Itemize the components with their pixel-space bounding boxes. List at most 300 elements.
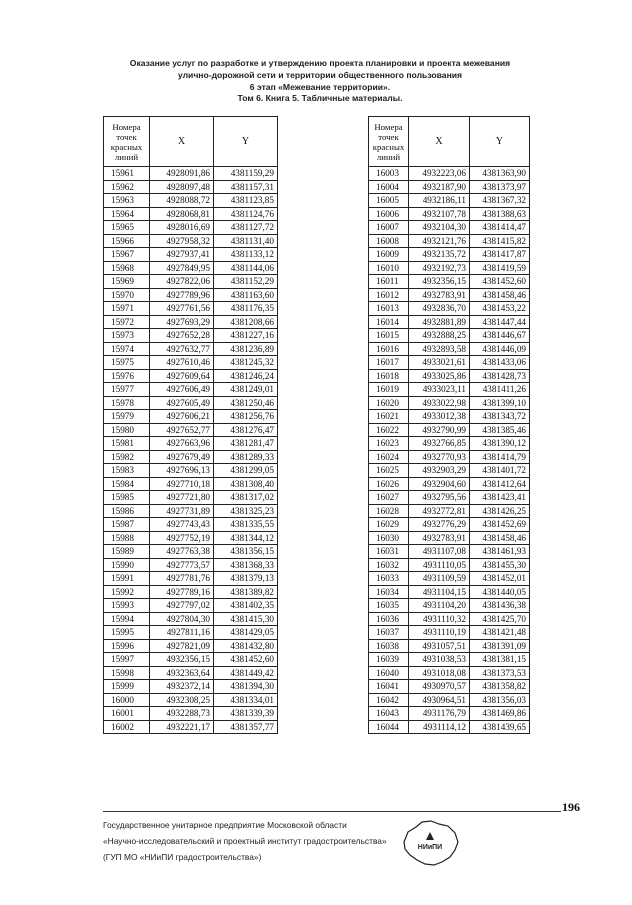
point-number-cell: 16029 bbox=[369, 518, 409, 532]
point-number-cell: 16022 bbox=[369, 423, 409, 437]
point-number-cell: 15967 bbox=[104, 248, 150, 262]
y-coordinate-cell: 4381256,76 bbox=[214, 410, 278, 424]
x-coordinate-cell: 4927797,02 bbox=[150, 599, 214, 613]
footer-line-2: «Научно-исследовательский и проектный институт градостроительства» bbox=[103, 836, 387, 846]
x-coordinate-cell: 4927763,38 bbox=[150, 545, 214, 559]
logo-text: НИиПИ bbox=[417, 844, 443, 851]
y-coordinate-cell: 4381415,30 bbox=[214, 612, 278, 626]
x-coordinate-cell: 4933023,11 bbox=[409, 383, 470, 397]
point-number-cell: 15976 bbox=[104, 369, 150, 383]
point-number-cell: 15985 bbox=[104, 491, 150, 505]
table-row bbox=[369, 234, 530, 248]
y-coordinate-cell: 4381446,67 bbox=[470, 329, 530, 343]
column-header-x: X bbox=[150, 117, 214, 167]
point-number-cell: 15973 bbox=[104, 329, 150, 343]
page-number: 196 bbox=[562, 800, 580, 814]
x-coordinate-cell: 4930970,57 bbox=[409, 680, 470, 694]
y-coordinate-cell: 4381368,33 bbox=[214, 558, 278, 572]
x-coordinate-cell: 4927710,18 bbox=[150, 477, 214, 491]
footer-line-1: Государственное унитарное предприятие Московской области bbox=[103, 820, 347, 830]
point-number-cell: 16000 bbox=[104, 693, 150, 707]
table-row bbox=[369, 329, 530, 343]
table-row bbox=[369, 680, 530, 694]
table-row bbox=[369, 491, 530, 505]
point-number-cell: 15978 bbox=[104, 396, 150, 410]
point-number-cell: 15983 bbox=[104, 464, 150, 478]
x-coordinate-cell: 4932783,91 bbox=[409, 288, 470, 302]
header-number-line: линий bbox=[376, 151, 401, 162]
point-number-cell: 15998 bbox=[104, 666, 150, 680]
x-coordinate-cell: 4927773,57 bbox=[150, 558, 214, 572]
y-coordinate-cell: 4381157,31 bbox=[214, 180, 278, 194]
y-coordinate-cell: 4381367,32 bbox=[470, 194, 530, 208]
point-number-cell: 16030 bbox=[369, 531, 409, 545]
x-coordinate-cell: 4927822,06 bbox=[150, 275, 214, 289]
point-number-cell: 15966 bbox=[104, 234, 150, 248]
x-coordinate-cell: 4927721,80 bbox=[150, 491, 214, 505]
x-coordinate-cell: 4932121,76 bbox=[409, 234, 470, 248]
point-number-cell: 16019 bbox=[369, 383, 409, 397]
y-coordinate-cell: 4381390,12 bbox=[470, 437, 530, 451]
y-coordinate-cell: 4381421,48 bbox=[470, 626, 530, 640]
header-number-line: точек bbox=[378, 131, 399, 142]
point-number-cell: 15962 bbox=[104, 180, 150, 194]
x-coordinate-cell: 4932356,15 bbox=[150, 653, 214, 667]
point-number-cell: 15980 bbox=[104, 423, 150, 437]
y-coordinate-cell: 4381325,23 bbox=[214, 504, 278, 518]
x-coordinate-cell: 4927804,30 bbox=[150, 612, 214, 626]
table-row bbox=[104, 180, 278, 194]
y-coordinate-cell: 4381133,12 bbox=[214, 248, 278, 262]
point-number-cell: 16036 bbox=[369, 612, 409, 626]
x-coordinate-cell: 4927781,76 bbox=[150, 572, 214, 586]
y-coordinate-cell: 4381227,16 bbox=[214, 329, 278, 343]
y-coordinate-cell: 4381152,29 bbox=[214, 275, 278, 289]
x-coordinate-cell: 4933012,38 bbox=[409, 410, 470, 424]
y-coordinate-cell: 4381373,53 bbox=[470, 666, 530, 680]
table-row bbox=[369, 423, 530, 437]
y-coordinate-cell: 4381276,47 bbox=[214, 423, 278, 437]
x-coordinate-cell: 4932770,93 bbox=[409, 450, 470, 464]
table-row bbox=[104, 423, 278, 437]
table-row bbox=[104, 342, 278, 356]
point-number-cell: 15989 bbox=[104, 545, 150, 559]
point-number-cell: 16020 bbox=[369, 396, 409, 410]
point-number-cell: 16035 bbox=[369, 599, 409, 613]
table-header-row bbox=[369, 117, 530, 167]
x-coordinate-cell: 4932186,11 bbox=[409, 194, 470, 208]
y-coordinate-cell: 4381334,01 bbox=[214, 693, 278, 707]
table-row bbox=[104, 221, 278, 235]
y-coordinate-cell: 4381123,85 bbox=[214, 194, 278, 208]
table-row bbox=[104, 410, 278, 424]
table-row bbox=[369, 599, 530, 613]
y-coordinate-cell: 4381449,42 bbox=[214, 666, 278, 680]
x-coordinate-cell: 4932363,64 bbox=[150, 666, 214, 680]
page-divider bbox=[103, 811, 561, 812]
point-number-cell: 16005 bbox=[369, 194, 409, 208]
x-coordinate-cell: 4933021,61 bbox=[409, 356, 470, 370]
point-number-cell: 16025 bbox=[369, 464, 409, 478]
y-coordinate-cell: 4381388,63 bbox=[470, 207, 530, 221]
y-coordinate-cell: 4381447,44 bbox=[470, 315, 530, 329]
x-coordinate-cell: 4927693,29 bbox=[150, 315, 214, 329]
y-coordinate-cell: 4381357,77 bbox=[214, 720, 278, 734]
point-number-cell: 15987 bbox=[104, 518, 150, 532]
point-number-cell: 16021 bbox=[369, 410, 409, 424]
table-row bbox=[369, 396, 530, 410]
y-coordinate-cell: 4381414,79 bbox=[470, 450, 530, 464]
table-row bbox=[369, 167, 530, 181]
y-coordinate-cell: 4381358,82 bbox=[470, 680, 530, 694]
y-coordinate-cell: 4381428,73 bbox=[470, 369, 530, 383]
y-coordinate-cell: 4381423,41 bbox=[470, 491, 530, 505]
point-number-cell: 15969 bbox=[104, 275, 150, 289]
x-coordinate-cell: 4927958,32 bbox=[150, 234, 214, 248]
table-row bbox=[104, 504, 278, 518]
point-number-cell: 16012 bbox=[369, 288, 409, 302]
y-coordinate-cell: 4381453,22 bbox=[470, 302, 530, 316]
column-header-y: Y bbox=[470, 117, 530, 167]
table-row bbox=[104, 315, 278, 329]
table-row bbox=[104, 194, 278, 208]
point-number-cell: 15964 bbox=[104, 207, 150, 221]
x-coordinate-cell: 4927937,41 bbox=[150, 248, 214, 262]
y-coordinate-cell: 4381131,40 bbox=[214, 234, 278, 248]
y-coordinate-cell: 4381159,29 bbox=[214, 167, 278, 181]
table-body-right bbox=[369, 167, 530, 734]
point-number-cell: 16006 bbox=[369, 207, 409, 221]
point-number-cell: 16013 bbox=[369, 302, 409, 316]
y-coordinate-cell: 4381335,55 bbox=[214, 518, 278, 532]
x-coordinate-cell: 4927679,49 bbox=[150, 450, 214, 464]
table-row bbox=[104, 626, 278, 640]
point-number-cell: 15992 bbox=[104, 585, 150, 599]
point-number-cell: 15996 bbox=[104, 639, 150, 653]
table-row bbox=[369, 720, 530, 734]
point-number-cell: 16033 bbox=[369, 572, 409, 586]
y-coordinate-cell: 4381144,06 bbox=[214, 261, 278, 275]
point-number-cell: 15968 bbox=[104, 261, 150, 275]
y-coordinate-cell: 4381127,72 bbox=[214, 221, 278, 235]
x-coordinate-cell: 4927696,13 bbox=[150, 464, 214, 478]
point-number-cell: 16011 bbox=[369, 275, 409, 289]
table-row bbox=[104, 612, 278, 626]
table-row bbox=[104, 288, 278, 302]
table-row bbox=[104, 302, 278, 316]
point-number-cell: 16010 bbox=[369, 261, 409, 275]
point-number-cell: 16004 bbox=[369, 180, 409, 194]
point-number-cell: 15999 bbox=[104, 680, 150, 694]
y-coordinate-cell: 4381163,60 bbox=[214, 288, 278, 302]
column-header-number bbox=[369, 117, 409, 167]
table-row bbox=[104, 558, 278, 572]
x-coordinate-cell: 4930964,51 bbox=[409, 693, 470, 707]
y-coordinate-cell: 4381446,09 bbox=[470, 342, 530, 356]
x-coordinate-cell: 4927789,16 bbox=[150, 585, 214, 599]
x-coordinate-cell: 4932372,14 bbox=[150, 680, 214, 694]
y-coordinate-cell: 4381455,30 bbox=[470, 558, 530, 572]
y-coordinate-cell: 4381458,46 bbox=[470, 288, 530, 302]
table-row bbox=[369, 572, 530, 586]
x-coordinate-cell: 4927752,19 bbox=[150, 531, 214, 545]
point-number-cell: 16034 bbox=[369, 585, 409, 599]
y-coordinate-cell: 4381417,87 bbox=[470, 248, 530, 262]
point-number-cell: 15972 bbox=[104, 315, 150, 329]
y-coordinate-cell: 4381461,93 bbox=[470, 545, 530, 559]
table-row bbox=[104, 666, 278, 680]
table-row bbox=[369, 545, 530, 559]
x-coordinate-cell: 4931109,59 bbox=[409, 572, 470, 586]
x-coordinate-cell: 4927761,56 bbox=[150, 302, 214, 316]
point-number-cell: 16041 bbox=[369, 680, 409, 694]
header-number-line: Номера bbox=[112, 121, 141, 132]
table-row bbox=[104, 437, 278, 451]
table-row bbox=[369, 639, 530, 653]
y-coordinate-cell: 4381343,72 bbox=[470, 410, 530, 424]
table-row bbox=[369, 180, 530, 194]
table-row bbox=[369, 626, 530, 640]
table-row bbox=[369, 612, 530, 626]
column-header-x: X bbox=[409, 117, 470, 167]
table-row bbox=[369, 207, 530, 221]
y-coordinate-cell: 4381250,46 bbox=[214, 396, 278, 410]
table-row bbox=[369, 531, 530, 545]
y-coordinate-cell: 4381469,86 bbox=[470, 707, 530, 721]
y-coordinate-cell: 4381317,02 bbox=[214, 491, 278, 505]
point-number-cell: 16028 bbox=[369, 504, 409, 518]
y-coordinate-cell: 4381433,06 bbox=[470, 356, 530, 370]
y-coordinate-cell: 4381401,72 bbox=[470, 464, 530, 478]
x-coordinate-cell: 4927606,49 bbox=[150, 383, 214, 397]
x-coordinate-cell: 4932783,91 bbox=[409, 531, 470, 545]
y-coordinate-cell: 4381412,64 bbox=[470, 477, 530, 491]
y-coordinate-cell: 4381176,35 bbox=[214, 302, 278, 316]
x-coordinate-cell: 4928016,69 bbox=[150, 221, 214, 235]
x-coordinate-cell: 4931057,51 bbox=[409, 639, 470, 653]
y-coordinate-cell: 4381429,05 bbox=[214, 626, 278, 640]
y-coordinate-cell: 4381381,15 bbox=[470, 653, 530, 667]
table-row bbox=[104, 383, 278, 397]
point-number-cell: 16024 bbox=[369, 450, 409, 464]
x-coordinate-cell: 4927731,89 bbox=[150, 504, 214, 518]
table-row bbox=[369, 558, 530, 572]
table-row bbox=[369, 275, 530, 289]
x-coordinate-cell: 4932221,17 bbox=[150, 720, 214, 734]
y-coordinate-cell: 4381289,33 bbox=[214, 450, 278, 464]
table-row bbox=[104, 356, 278, 370]
column-header-number bbox=[104, 117, 150, 167]
y-coordinate-cell: 4381426,25 bbox=[470, 504, 530, 518]
x-coordinate-cell: 4927811,16 bbox=[150, 626, 214, 640]
x-coordinate-cell: 4927821,09 bbox=[150, 639, 214, 653]
table-row bbox=[104, 585, 278, 599]
table-row bbox=[104, 491, 278, 505]
point-number-cell: 15963 bbox=[104, 194, 150, 208]
table-row bbox=[104, 693, 278, 707]
y-coordinate-cell: 4381415,82 bbox=[470, 234, 530, 248]
y-coordinate-cell: 4381402,35 bbox=[214, 599, 278, 613]
table-row bbox=[369, 248, 530, 262]
table-row bbox=[369, 464, 530, 478]
x-coordinate-cell: 4927743,43 bbox=[150, 518, 214, 532]
y-coordinate-cell: 4381245,32 bbox=[214, 356, 278, 370]
header-number-line: линий bbox=[114, 151, 139, 162]
point-number-cell: 16002 bbox=[104, 720, 150, 734]
point-number-cell: 16016 bbox=[369, 342, 409, 356]
x-coordinate-cell: 4932288,73 bbox=[150, 707, 214, 721]
x-coordinate-cell: 4932836,70 bbox=[409, 302, 470, 316]
x-coordinate-cell: 4932107,78 bbox=[409, 207, 470, 221]
x-coordinate-cell: 4931110,32 bbox=[409, 612, 470, 626]
table-row bbox=[369, 666, 530, 680]
y-coordinate-cell: 4381363,90 bbox=[470, 167, 530, 181]
table-row bbox=[369, 221, 530, 235]
x-coordinate-cell: 4927663,96 bbox=[150, 437, 214, 451]
table-row bbox=[369, 342, 530, 356]
x-coordinate-cell: 4927609,64 bbox=[150, 369, 214, 383]
y-coordinate-cell: 4381246,24 bbox=[214, 369, 278, 383]
header-line-4: Том 6. Книга 5. Табличные материалы. bbox=[237, 93, 403, 104]
table-row bbox=[104, 531, 278, 545]
table-row bbox=[369, 693, 530, 707]
point-number-cell: 15971 bbox=[104, 302, 150, 316]
y-coordinate-cell: 4381208,66 bbox=[214, 315, 278, 329]
table-row bbox=[369, 410, 530, 424]
x-coordinate-cell: 4932766,85 bbox=[409, 437, 470, 451]
x-coordinate-cell: 4928091,86 bbox=[150, 167, 214, 181]
point-number-cell: 16014 bbox=[369, 315, 409, 329]
table-row bbox=[104, 329, 278, 343]
table-row bbox=[104, 572, 278, 586]
table-row bbox=[104, 450, 278, 464]
table-row bbox=[104, 680, 278, 694]
point-number-cell: 15986 bbox=[104, 504, 150, 518]
point-number-cell: 16007 bbox=[369, 221, 409, 235]
y-coordinate-cell: 4381452,01 bbox=[470, 572, 530, 586]
y-coordinate-cell: 4381356,15 bbox=[214, 545, 278, 559]
x-coordinate-cell: 4932776,29 bbox=[409, 518, 470, 532]
x-coordinate-cell: 4932308,25 bbox=[150, 693, 214, 707]
x-coordinate-cell: 4932135,72 bbox=[409, 248, 470, 262]
y-coordinate-cell: 4381439,65 bbox=[470, 720, 530, 734]
y-coordinate-cell: 4381436,38 bbox=[470, 599, 530, 613]
table-row bbox=[369, 585, 530, 599]
table-row bbox=[369, 707, 530, 721]
y-coordinate-cell: 4381299,05 bbox=[214, 464, 278, 478]
x-coordinate-cell: 4931110,05 bbox=[409, 558, 470, 572]
table-row bbox=[104, 707, 278, 721]
moscow-region-outline bbox=[404, 821, 458, 865]
header-number-line: красных bbox=[110, 141, 143, 152]
header-line-2: улично-дорожной сети и территории общественного пользования bbox=[177, 69, 463, 80]
point-number-cell: 16032 bbox=[369, 558, 409, 572]
table-body-left bbox=[104, 167, 278, 734]
y-coordinate-cell: 4381391,09 bbox=[470, 639, 530, 653]
point-number-cell: 16042 bbox=[369, 693, 409, 707]
y-coordinate-cell: 4381389,82 bbox=[214, 585, 278, 599]
table-row bbox=[104, 396, 278, 410]
table-row bbox=[104, 167, 278, 181]
y-coordinate-cell: 4381308,40 bbox=[214, 477, 278, 491]
point-number-cell: 15961 bbox=[104, 167, 150, 181]
table-row bbox=[104, 599, 278, 613]
table-row bbox=[104, 464, 278, 478]
point-number-cell: 15975 bbox=[104, 356, 150, 370]
x-coordinate-cell: 4932790,99 bbox=[409, 423, 470, 437]
x-coordinate-cell: 4932903,29 bbox=[409, 464, 470, 478]
point-number-cell: 16037 bbox=[369, 626, 409, 640]
table-row bbox=[104, 518, 278, 532]
point-number-cell: 15977 bbox=[104, 383, 150, 397]
table-row bbox=[369, 450, 530, 464]
x-coordinate-cell: 4931104,20 bbox=[409, 599, 470, 613]
x-coordinate-cell: 4932223,06 bbox=[409, 167, 470, 181]
y-coordinate-cell: 4381339,39 bbox=[214, 707, 278, 721]
document-footer bbox=[103, 817, 387, 865]
point-number-cell: 16043 bbox=[369, 707, 409, 721]
table-row bbox=[104, 639, 278, 653]
table-row bbox=[104, 234, 278, 248]
y-coordinate-cell: 4381281,47 bbox=[214, 437, 278, 451]
footer-line-3: (ГУП МО «НИиПИ градостроительства») bbox=[103, 852, 262, 862]
point-number-cell: 16026 bbox=[369, 477, 409, 491]
table-row bbox=[369, 518, 530, 532]
x-coordinate-cell: 4932772,81 bbox=[409, 504, 470, 518]
table-header-row bbox=[104, 117, 278, 167]
y-coordinate-cell: 4381432,80 bbox=[214, 639, 278, 653]
coordinates-table-left bbox=[103, 116, 278, 734]
x-coordinate-cell: 4927652,28 bbox=[150, 329, 214, 343]
document-header bbox=[120, 58, 520, 105]
point-number-cell: 15974 bbox=[104, 342, 150, 356]
table-row bbox=[104, 248, 278, 262]
table-row bbox=[369, 383, 530, 397]
x-coordinate-cell: 4931110,19 bbox=[409, 626, 470, 640]
x-coordinate-cell: 4933022,98 bbox=[409, 396, 470, 410]
header-line-1: Оказание услуг по разработке и утверждению проекта планировки и проекта межевания bbox=[129, 58, 511, 68]
x-coordinate-cell: 4932192,73 bbox=[409, 261, 470, 275]
y-coordinate-cell: 4381458,46 bbox=[470, 531, 530, 545]
y-coordinate-cell: 4381452,60 bbox=[214, 653, 278, 667]
y-coordinate-cell: 4381399,10 bbox=[470, 396, 530, 410]
x-coordinate-cell: 4928068,81 bbox=[150, 207, 214, 221]
point-number-cell: 15965 bbox=[104, 221, 150, 235]
x-coordinate-cell: 4933025,86 bbox=[409, 369, 470, 383]
x-coordinate-cell: 4932904,60 bbox=[409, 477, 470, 491]
table-row bbox=[369, 504, 530, 518]
table-row bbox=[104, 275, 278, 289]
table-row bbox=[369, 302, 530, 316]
x-coordinate-cell: 4927606,21 bbox=[150, 410, 214, 424]
x-coordinate-cell: 4932187,90 bbox=[409, 180, 470, 194]
x-coordinate-cell: 4927605,49 bbox=[150, 396, 214, 410]
x-coordinate-cell: 4932881,89 bbox=[409, 315, 470, 329]
y-coordinate-cell: 4381379,13 bbox=[214, 572, 278, 586]
x-coordinate-cell: 4927789,96 bbox=[150, 288, 214, 302]
x-coordinate-cell: 4927652,77 bbox=[150, 423, 214, 437]
point-number-cell: 15982 bbox=[104, 450, 150, 464]
x-coordinate-cell: 4931104,15 bbox=[409, 585, 470, 599]
y-coordinate-cell: 4381419,59 bbox=[470, 261, 530, 275]
point-number-cell: 15970 bbox=[104, 288, 150, 302]
x-coordinate-cell: 4931114,12 bbox=[409, 720, 470, 734]
point-number-cell: 15988 bbox=[104, 531, 150, 545]
y-coordinate-cell: 4381414,47 bbox=[470, 221, 530, 235]
x-coordinate-cell: 4927849,95 bbox=[150, 261, 214, 275]
x-coordinate-cell: 4927632,77 bbox=[150, 342, 214, 356]
point-number-cell: 15994 bbox=[104, 612, 150, 626]
